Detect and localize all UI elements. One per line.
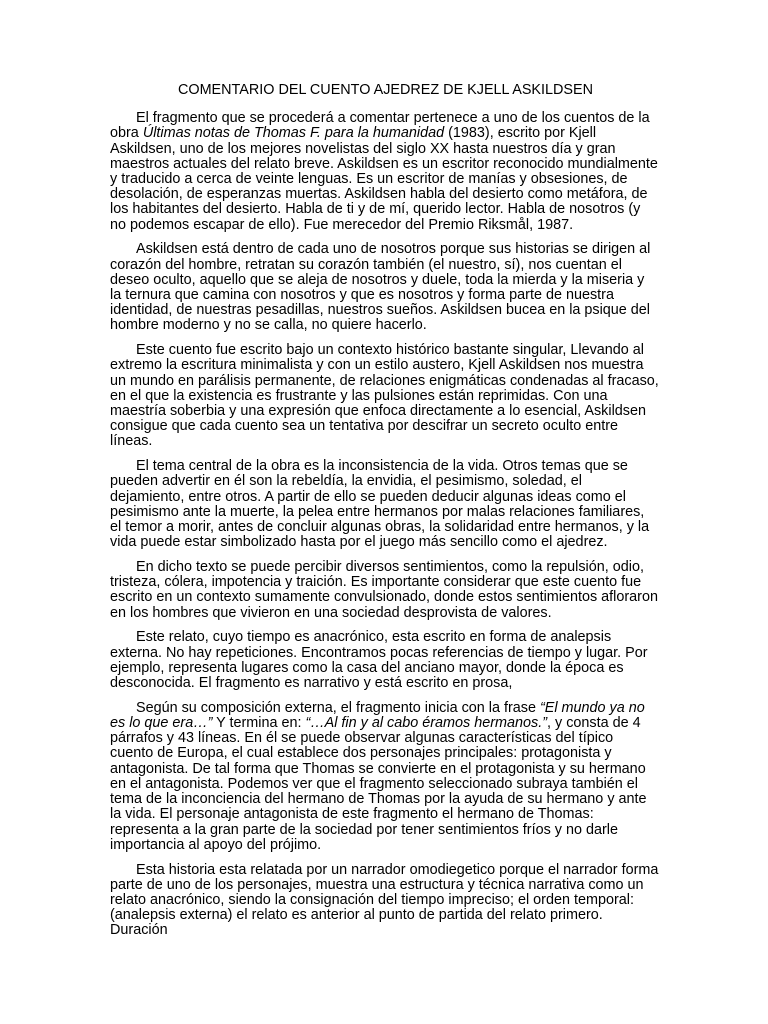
- paragraph-historical-context: Este cuento fue escrito bajo un contexto histórico bastante singular, Llevando al extremo la escritura minimalista y con un estilo austero, Kjell Askildsen nos muestra un mundo en parálisis permanente, de relaciones enigmáticas condenadas al fracaso, en el que la existencia es frustrante y las pulsiones están reprimidas. Con una maestría soberbia y una expresión que enfoca directamente a lo esencial, Askildsen consigue que cada cuento sea un tentativa por descifrar un secreto oculto entre líneas.: [110, 342, 659, 450]
- paragraph-text: , y consta de 4 párrafos y 43 líneas. En él se puede observar algunas características del típico cuento de Europa, el cual establece dos personajes principales: protagonista y antagonista. De tal forma que Thomas se convierte en el protagonista y su hermano en el antagonista. Podemos ver que el fragmento seleccionado subraya también el tema de la inconciencia del hermano de Thomas por la ayuda de su hermano y ante la vida. El personaje antagonista de este fragmento el hermano de Thomas: representa a la gran parte de la sociedad por tener sentimientos fríos y no darle importancia al apoyo del prójimo.: [110, 715, 647, 853]
- paragraph-feelings: En dicho texto se puede percibir diversos sentimientos, como la repulsión, odio, tristeza, cólera, impotencia y traición. Es importante considerar que este cuento fue escrito en un contexto sumamente convulsionado, donde estos sentimientos afloraron en los hombres que vivieron en una sociedad desprovista de valores.: [110, 559, 658, 621]
- paragraph-narrator: Esta historia esta relatada por un narrador omodiegetico porque el narrador forma parte de uno de los personajes, muestra una estructura y técnica narrativa como un relato anacrónico, siendo la consignación del tiempo impreciso; el orden temporal: (analepsis externa) el relato es anterior al punto de partida del relato primero. Duración: [110, 861, 659, 939]
- paragraph-text: Y termina en:: [212, 715, 306, 732]
- quote-closing-italic: “…Al fin y al cabo éramos hermanos.”: [305, 715, 547, 732]
- paragraph-time-structure: Este relato, cuyo tiempo es anacrónico, esta escrito en forma de analepsis externa. No hay repeticiones. Encontramos pocas referencias de tiempo y lugar. Por ejemplo, representa lugares como la casa del anciano mayor, donde la época es desconocida. El fragmento es narrativo y está escrito en prosa,: [110, 629, 648, 692]
- document-title: COMENTARIO DEL CUENTO AJEDREZ DE KJELL ASKILDSEN: [177, 82, 594, 98]
- book-title-italic: Últimas notas de Thomas F. para la humanidad: [142, 125, 445, 142]
- paragraph-intro: [110, 111, 659, 233]
- paragraph-text: (1983), escrito por Kjell Askildsen, uno de los mejores novelistas del siglo XX hasta nuestros día y gran maestros actuales del relato breve. Askildsen es un escritor reconocido mundialmente y traducido a cerca de veinte lenguas. Es un escritor de manías y obsesiones, de desolación, de esperanzas muertas. Askildsen habla del desierto como metáfora, de los habitantes del desierto. Habla de ti y de mí, querido lector. Habla de nosotros (y no podemos escapar de ello). Fue merecedor del Premio Riksmål, 1987.: [110, 125, 658, 233]
- paragraph-external-composition: [110, 701, 659, 853]
- paragraph-askildsen-inside-us: Askildsen está dentro de cada uno de nosotros porque sus historias se dirigen al corazón del hombre, retratan su corazón también (el nuestro, sí), nos cuentan el deseo oculto, aquello que se aleja de nosotros y duele, toda la mierda y la miseria y la ternura que camina con nosotros y que es nosotros y forma parte de nuestra identidad, de nuestras pesadillas, nuestros sueños. Askildsen bucea en la psique del hombre moderno y no se calla, no quiere hacerlo.: [110, 241, 651, 334]
- quote-opening-italic: “El mundo ya no es lo que era…”: [110, 699, 645, 732]
- document-page: [110, 83, 659, 948]
- paragraph-text: Según su composición externa, el fragmento inicia con la frase: [136, 699, 540, 716]
- paragraph-text: El fragmento que se procederá a comentar pertenece a uno de los cuentos de la obra: [110, 110, 650, 142]
- paragraph-central-theme: El tema central de la obra es la inconsistencia de la vida. Otros temas que se pueden advertir en él son la rebeldía, la envidia, el pesimismo, soledad, el dejamiento, entre otros. A partir de ello se pueden deducir algunas ideas como el pesimismo ante la muerte, la pelea entre hermanos por malas relaciones familiares, el temor a morir, antes de concluir algunas obras, la solidaridad entre hermanos, y la vida puede estar simbolizado hasta por el juego más sencillo como el ajedrez.: [110, 458, 650, 551]
